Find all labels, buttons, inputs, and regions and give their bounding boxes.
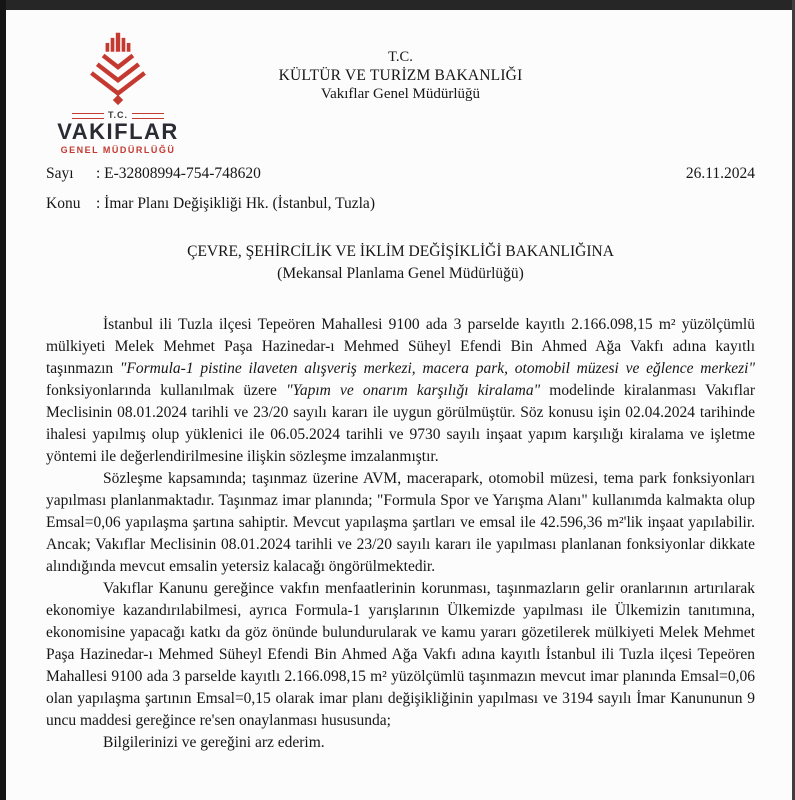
vakiflar-emblem-icon (81, 32, 155, 108)
konu-value: : İmar Planı Değişikliği Hk. (İstanbul, Tuzla) (96, 195, 375, 212)
letter-date: 26.11.2024 (685, 165, 755, 182)
logo-rule-right (132, 113, 164, 119)
addressee-block (46, 241, 755, 285)
sayi-value: : E-32808994-754-748620 (96, 165, 261, 182)
paragraph-3: Vakıflar Kanunu gereğince vakfın menfaatlerinin korunması, taşınmazların gelir oranlarının artırılarak ekonomiye kazandırılabilmesi, ayrıca Formula-1 yarışlarının Ülkemizde yapılması ile Ülkemizin tanıtımına, ekonomisine yapacağı katkı da göz önünde bulundurularak ve kamu yararı gözetilerek mülkiyeti Melek Mehmet Paşa Hazinedar-ı Mehmed Süheyl Efendi Bin Ahmed Ağa Vakfı adına kayıtlı İstanbul ili Tuzla ilçesi Tepeören Mahallesi 9100 ada 3 parselde kayıtlı 2.166.098,15 m² yüzölçümlü taşınmazın mevcut imar planında Emsal=0,06 olan yapılaşma şartının Emsal=0,15 olarak imar planı değişikliğinin yapılması ve 3194 sayılı İmar Kanununun 9 uncu maddesi gereğince re'sen onaylanması hususunda; (46, 580, 755, 729)
logo-tc-label: T.C. (107, 110, 128, 120)
p1-text-3: modelinde kiralanması Vakıflar Meclisinin 08.01.2024 tarihli ve 23/20 sayılı kararı ile uygun görülmüştür. Söz konusu işin 02.04.2024 tarihinde ihalesi yapılmış olup yüklenici ile 06.05.2024 tarihli ve 9730 sayılı inşaat yapım karşılığı kiralama ve işletme yöntemi ile değerlendirilmesine ilişkin sözleşme imzalanmıştır. (46, 382, 755, 465)
letterhead (46, 32, 755, 156)
header-line-directorate: Vakıflar Genel Müdürlüğü (320, 86, 481, 102)
letter-page (6, 10, 792, 800)
logo-subname: GENEL MÜDÜRLÜĞÜ (60, 145, 176, 156)
paragraph-2: Sözleşme kapsamında; taşınmaz üzerine AVM, macerapark, otomobil müzesi, tema park fonksiyonları yapılması planlanmaktadır. Taşınmaz imar planında; "Formula Spor ve Yarışma Alanı" kullanımda kalmakta olup Emsal=0,06 yapılaşma şartına sahiptir. Mevcut yapılaşma şartları ve emsal ile 42.596,36 m²'lik inşaat yapılabilir. Ancak; Vakıflar Meclisinin 08.01.2024 tarihli ve 23/20 sayılı kararı ile yapılması planlanan fonksiyonlar dikkate alındığında mevcut emsalin yetersiz kalacağı öngörülmektedir. (46, 470, 755, 575)
p1-text-2: fonksiyonlarında kullanılmak üzere (46, 382, 287, 399)
konu-label: Konu (46, 195, 81, 212)
p1-italic-2: "Yapım ve onarım karşılığı kiralama" (286, 382, 541, 399)
scan-border-top (0, 0, 795, 10)
meta-row-konu (46, 194, 755, 214)
vakiflar-logo (52, 32, 184, 155)
addressee-line2: (Mekansal Planlama Genel Müdürlüğü) (277, 265, 524, 282)
letter-meta (46, 164, 755, 214)
logo-rule-left (72, 113, 104, 119)
sayi-label: Sayı (46, 165, 74, 182)
paragraph-closing: Bilgilerinizi ve gereğini arz ederim. (103, 734, 325, 751)
logo-name: VAKIFLAR (57, 119, 179, 144)
paragraph-1 (46, 314, 755, 468)
header-line-ministry: KÜLTÜR VE TURİZM BAKANLIĞI (278, 67, 523, 84)
letter-body (46, 314, 755, 754)
addressee-line1: ÇEVRE, ŞEHİRCİLİK VE İKLİM DEĞİŞİKLİĞİ BAKANLIĞINA (187, 243, 614, 260)
header-line-tc: T.C. (388, 49, 413, 65)
meta-row-sayi (46, 164, 755, 184)
p1-text-1: İstanbul ili Tuzla ilçesi Tepeören Mahallesi 9100 ada 3 parselde kayıtlı 2.166.098,15 m² yüzölçümlü mülkiyeti Melek Mehmet Paşa Hazinedar-ı Mehmed Süheyl Efendi Bin Ahmed Ağa Vakfı adına kayıtlı taşınmazın (46, 316, 755, 377)
p1-italic-1: "Formula-1 pistine ilaveten alışveriş merkezi, macera park, otomobil müzesi ve eğlence merkezi" (119, 360, 755, 377)
